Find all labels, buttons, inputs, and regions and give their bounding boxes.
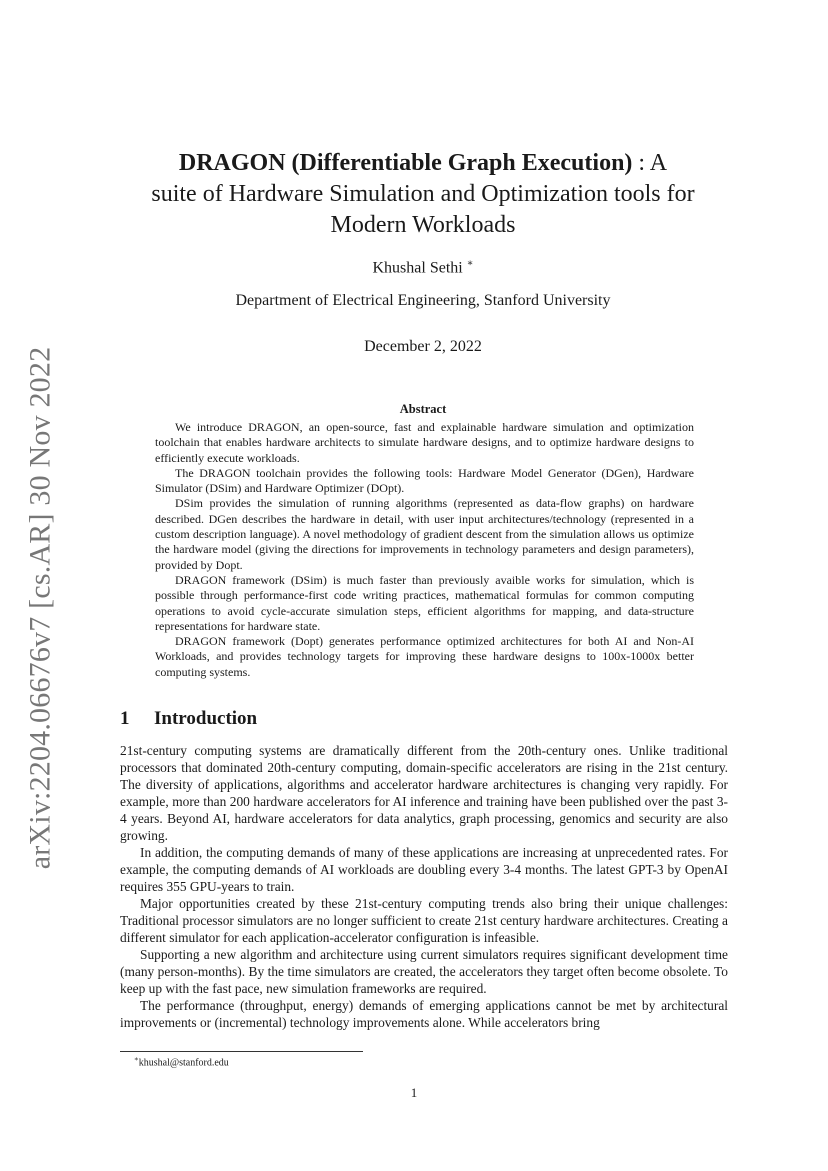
section-number: 1 (120, 708, 130, 729)
paper-title-line2: suite of Hardware Simulation and Optimization tools for (151, 181, 695, 207)
author-line (120, 258, 726, 277)
section-title: Introduction (154, 708, 258, 729)
body-paragraph: Supporting a new algorithm and architecture using current simulators requires significant development time (many person-months). By the time simulators are created, the accelerators they target often become obsolete. To keep up with the fast pace, new simulation frameworks are required. (120, 947, 728, 996)
section-heading-introduction (120, 708, 257, 730)
arxiv-identifier-text: arXiv:2204.06676v7 [cs.AR] 30 Nov 2022 (23, 346, 56, 870)
abstract-heading: Abstract (399, 402, 447, 416)
abstract-paragraph: The DRAGON toolchain provides the following tools: Hardware Model Generator (DGen), Hardware Simulator (DSim) and Hardware Optimizer (DOpt). (155, 465, 694, 496)
paper-title (120, 148, 726, 241)
paper-title-bold: DRAGON (Differentiable Graph Execution) (178, 150, 633, 176)
paper-title-line3: Modern Workloads (330, 212, 516, 238)
affiliation: Department of Electrical Engineering, Stanford University (235, 292, 611, 309)
footnote-divider (120, 1051, 363, 1052)
footnote (134, 1055, 229, 1068)
abstract-paragraph: DSim provides the simulation of running algorithms (represented as data-flow graphs) on hardware described. DGen describes the hardware in detail, with user input architectures/technology (represented in a custom description language). A novel methodology of gradient descent from the simulation allows us optimize the hardware model (giving the directions for improvements in technology parameters and design parameters), provided by Dopt. (155, 496, 694, 572)
publication-date: December 2, 2022 (364, 338, 482, 355)
abstract-paragraph: DRAGON framework (Dopt) generates performance optimized architectures for both AI and Non-AI Workloads, and provides technology targets for improving these hardware designs to 100x-1000x better computing systems. (155, 634, 694, 679)
author-footnote-mark: ∗ (466, 258, 474, 269)
body-paragraph: In addition, the computing demands of many of these applications are increasing at unprecedented rates. For example, the computing demands of AI workloads are doubling every 3-4 months. The latest GPT-3 by OpenAI requires 355 GPU-years to train. (120, 845, 728, 894)
footnote-email: khushal@stanford.edu (138, 1057, 229, 1069)
author-name: Khushal Sethi (372, 259, 463, 277)
page-number: 1 (410, 1085, 418, 1100)
footnote-mark: ∗ (134, 1055, 139, 1063)
arxiv-identifier-stamp (20, 346, 60, 870)
introduction-body (120, 742, 728, 1031)
paper-title-line1-rest: : A (632, 150, 668, 176)
abstract-body (155, 420, 694, 680)
abstract-paragraph: We introduce DRAGON, an open-source, fast and explainable hardware simulation and optimization toolchain that enables hardware architects to simulate hardware designs, and to optimize hardware designs to efficiently execute workloads. (155, 420, 694, 465)
body-paragraph: 21st-century computing systems are dramatically different from the 20th-century ones. Unlike traditional processors that dominated 20th-century computing, domain-specific accelerators are rising in the 21st century. The diversity of applications, algorithms and accelerator hardware architectures is changing very rapidly. For example, more than 200 hardware accelerators for AI inference and training have been published over the past 3-4 years. Beyond AI, hardware accelerators for data analytics, graph processing, genomics and security are also growing. (120, 743, 728, 843)
body-paragraph: Major opportunities created by these 21st-century computing trends also bring their unique challenges: Traditional processor simulators are no longer sufficient to create 21st century hardware architectures. Creating a different simulator for each application-accelerator configuration is infeasible. (120, 896, 728, 945)
body-paragraph: The performance (throughput, energy) demands of emerging applications cannot be met by architectural improvements or (incremental) technology improvements alone. While accelerators bring (120, 998, 728, 1030)
abstract-paragraph: DRAGON framework (DSim) is much faster than previously avaible works for simulation, which is possible through performance-first code writing practices, mathematical formulas for common computing operations to avoid cycle-accurate simulation steps, efficient algorithms for mapping, and data-structure representations for hardware state. (155, 572, 694, 633)
